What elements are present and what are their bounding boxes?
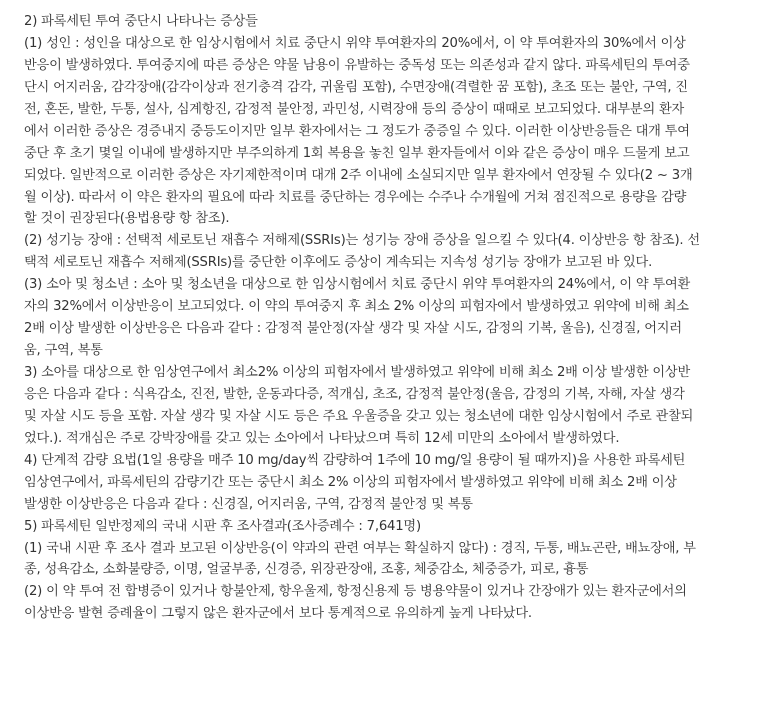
text-line: 발생한 이상반응은 다음과 같다 : 신경질, 어지러움, 구역, 감정적 불안정 및 복통 bbox=[24, 496, 473, 512]
text-line: 할 것이 권장된다(용법용량 항 참조). bbox=[24, 211, 230, 227]
text-line: 움, 구역, 복통 bbox=[24, 343, 103, 359]
text-line: 3) 소아를 대상으로 한 임상연구에서 최소2% 이상의 피험자에서 발생하였고 위약에 비해 최소 2배 이상 발생한 이상반 bbox=[24, 365, 690, 380]
section-heading: 2) 파록세틴 투여 중단시 나타나는 증상들 bbox=[24, 14, 258, 29]
text-line: 응은 다음과 같다 : 식욕감소, 진전, 발한, 운동과다증, 적개심, 초조, 감정적 불안정(울음, 감정의 기복, 자해, 자살 생각 bbox=[24, 386, 685, 402]
text-line: (1) 국내 시판 후 조사 결과 보고된 이상반응(이 약과의 관련 여부는 확실하지 않다) : 경직, 두통, 배뇨곤란, 배뇨장애, 부 bbox=[24, 540, 696, 556]
text-line: 중단 후 초기 몇일 이내에 발생하지만 부주의하게 1회 복용을 놓친 일부 환자들에서 이와 같은 증상이 매우 드물게 보고 bbox=[24, 145, 690, 161]
text-line: 전, 혼돈, 발한, 두통, 설사, 심계항진, 감정적 불안정, 과민성, 시력장애 등의 증상이 때때로 보고되었다. 대부분의 환자 bbox=[24, 101, 685, 117]
text-line: (1) 성인 : 성인을 대상으로 한 임상시험에서 치료 중단시 위약 투여환자의 20%에서, 이 약 투여환자의 30%에서 이상 bbox=[24, 35, 686, 51]
text-line: 5) 파록세틴 일반정제의 국내 시판 후 조사결과(조사증례수 : 7,641명) bbox=[24, 518, 421, 534]
text-line: 었다.). 적개심은 주로 강박장애를 갖고 있는 소아에서 나타났으며 특히 12세 미만의 소아에서 발생하였다. bbox=[24, 430, 620, 446]
text-line: 이상반응 발현 증례율이 그렇지 않은 환자군에서 보다 통계적으로 유의하게 높게 나타났다. bbox=[24, 606, 532, 622]
text-line: 자의 32%에서 이상반응이 보고되었다. 이 약의 투여중지 후 최소 2% 이상의 피험자에서 발생하였고 위약에 비해 최소 bbox=[24, 299, 689, 315]
text-line: 되었다. 일반적으로 이러한 증상은 자기제한적이며 대개 2주 이내에 소실되지만 일부 환자에서 연장될 수 있다(2 ~ 3개 bbox=[24, 167, 693, 183]
text-line: 택적 세로토닌 재흡수 저해제(SSRIs)를 중단한 이후에도 증상이 계속되는 지속성 성기능 장애가 보고된 바 있다. bbox=[24, 255, 653, 271]
text-line: (3) 소아 및 청소년 : 소아 및 청소년을 대상으로 한 임상시험에서 치료 중단시 위약 투여환자의 24%에서, 이 약 투여환 bbox=[24, 277, 691, 293]
text-line: 임상연구에서, 파록세틴의 감량기간 또는 중단시 최소 2% 이상의 피험자에서 발생하였고 위약에 비해 최소 2배 이상 bbox=[24, 474, 677, 490]
text-line: 및 자살 시도 등을 포함. 자살 생각 및 자살 시도 등은 주요 우울증을 갖고 있는 청소년에 대한 임상시험에서 주로 관찰되 bbox=[24, 408, 694, 424]
text-line: 반응이 발생하였다. 투여중지에 따른 증상은 약물 남용이 유발하는 중독성 또는 의존성과 같지 않다. 파록세틴의 투여중 bbox=[24, 57, 690, 73]
text-line: 에서 이러한 증상은 경증내지 중등도이지만 일부 환자에서는 그 정도가 중증일 수 있다. 이러한 이상반응들은 대개 투여 bbox=[24, 123, 690, 139]
text-line: 월 이상). 따라서 이 약은 환자의 필요에 따라 치료를 중단하는 경우에는 수주나 수개월에 거쳐 점진적으로 용량을 감량 bbox=[24, 189, 687, 205]
text-line: 종, 성욕감소, 소화불량증, 이명, 얼굴부종, 신경증, 위장관장애, 조홍, 체중감소, 체중증가, 피로, 흉통 bbox=[24, 562, 589, 578]
text-line: 단시 어지러움, 감각장애(감각이상과 전기충격 감각, 귀울림 포함), 수면장애(격렬한 꿈 포함), 초조 또는 불안, 구역, 진 bbox=[24, 79, 688, 95]
text-line: (2) 이 약 투여 전 합병증이 있거나 항불안제, 항우울제, 항정신용제 등 병용약물이 있거나 간장애가 있는 환자군에서의 bbox=[24, 584, 687, 600]
text-line: 4) 단계적 감량 요법(1일 용량을 매주 10 mg/day씩 감량하여 1주에 10 mg/일 용량이 될 때까지)을 사용한 파록세틴 bbox=[24, 452, 686, 468]
text-line: (2) 성기능 장애 : 선택적 세로토닌 재흡수 저해제(SSRIs)는 성기능 장애 증상을 일으킬 수 있다(4. 이상반응 항 참조). 선 bbox=[24, 233, 700, 249]
text-line: 2배 이상 발생한 이상반응은 다음과 같다 : 감정적 불안정(자살 생각 및 자살 시도, 감정의 기복, 울음), 신경질, 어지러 bbox=[24, 321, 682, 337]
